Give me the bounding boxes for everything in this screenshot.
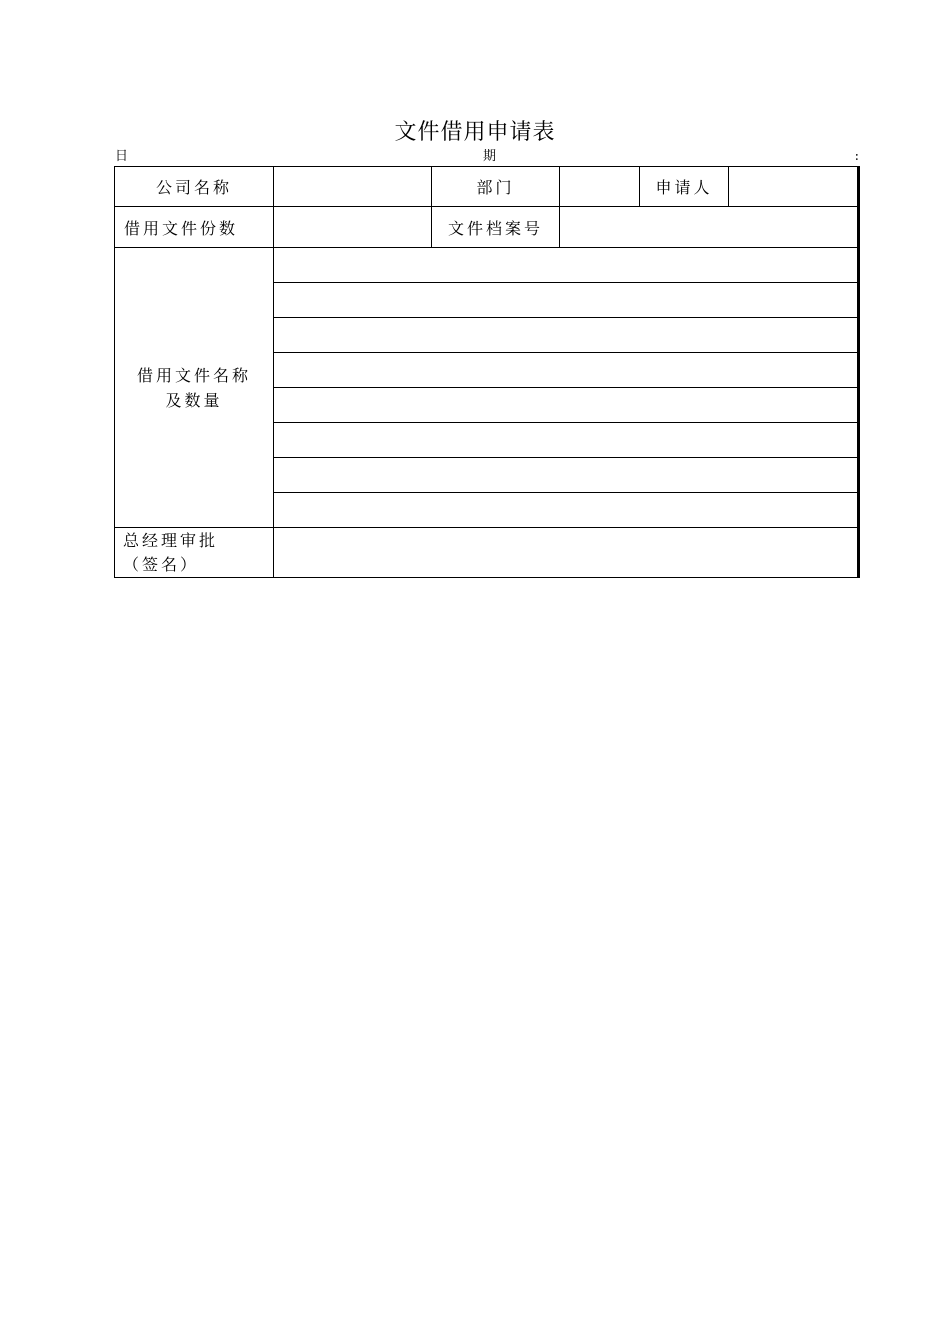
- date-label-qi: 期: [483, 149, 497, 164]
- gm-approval-signature-field[interactable]: [274, 528, 859, 578]
- file-line-field[interactable]: [274, 248, 859, 283]
- file-line-field[interactable]: [274, 318, 859, 353]
- company-name-label: 公司名称: [115, 167, 274, 207]
- file-names-label-line2: 及数量: [165, 390, 223, 410]
- copies-field[interactable]: [274, 207, 432, 248]
- company-name-field[interactable]: [274, 167, 432, 207]
- borrow-request-table: [114, 166, 860, 578]
- file-names-label: [115, 248, 274, 528]
- archive-number-label: 文件档案号: [432, 207, 560, 248]
- gm-approval-label-line2: （签名）: [123, 554, 200, 574]
- date-line: [115, 148, 859, 166]
- file-names-label-line1: 借用文件名称: [136, 365, 251, 385]
- gm-approval-label-line1: 总经理审批: [123, 530, 219, 550]
- date-label-ri: 日: [115, 149, 129, 164]
- archive-number-field[interactable]: [560, 207, 859, 248]
- date-colon: :: [854, 149, 859, 164]
- department-field[interactable]: [560, 167, 640, 207]
- applicant-field[interactable]: [729, 167, 859, 207]
- gm-approval-label: [115, 528, 274, 578]
- file-line-field[interactable]: [274, 493, 859, 528]
- copies-label: 借用文件份数: [115, 207, 274, 248]
- file-line-field[interactable]: [274, 423, 859, 458]
- form-title: 文件借用申请表: [394, 120, 556, 145]
- file-line-field[interactable]: [274, 388, 859, 423]
- file-line-field[interactable]: [274, 283, 859, 318]
- table-row-approval: [115, 528, 859, 578]
- department-label: 部门: [432, 167, 560, 207]
- file-line-field[interactable]: [274, 353, 859, 388]
- table-row-file-1: [115, 248, 859, 283]
- file-line-field[interactable]: [274, 458, 859, 493]
- table-row-copies: [115, 207, 859, 248]
- applicant-label: 申请人: [640, 167, 729, 207]
- table-row-company: [115, 167, 859, 207]
